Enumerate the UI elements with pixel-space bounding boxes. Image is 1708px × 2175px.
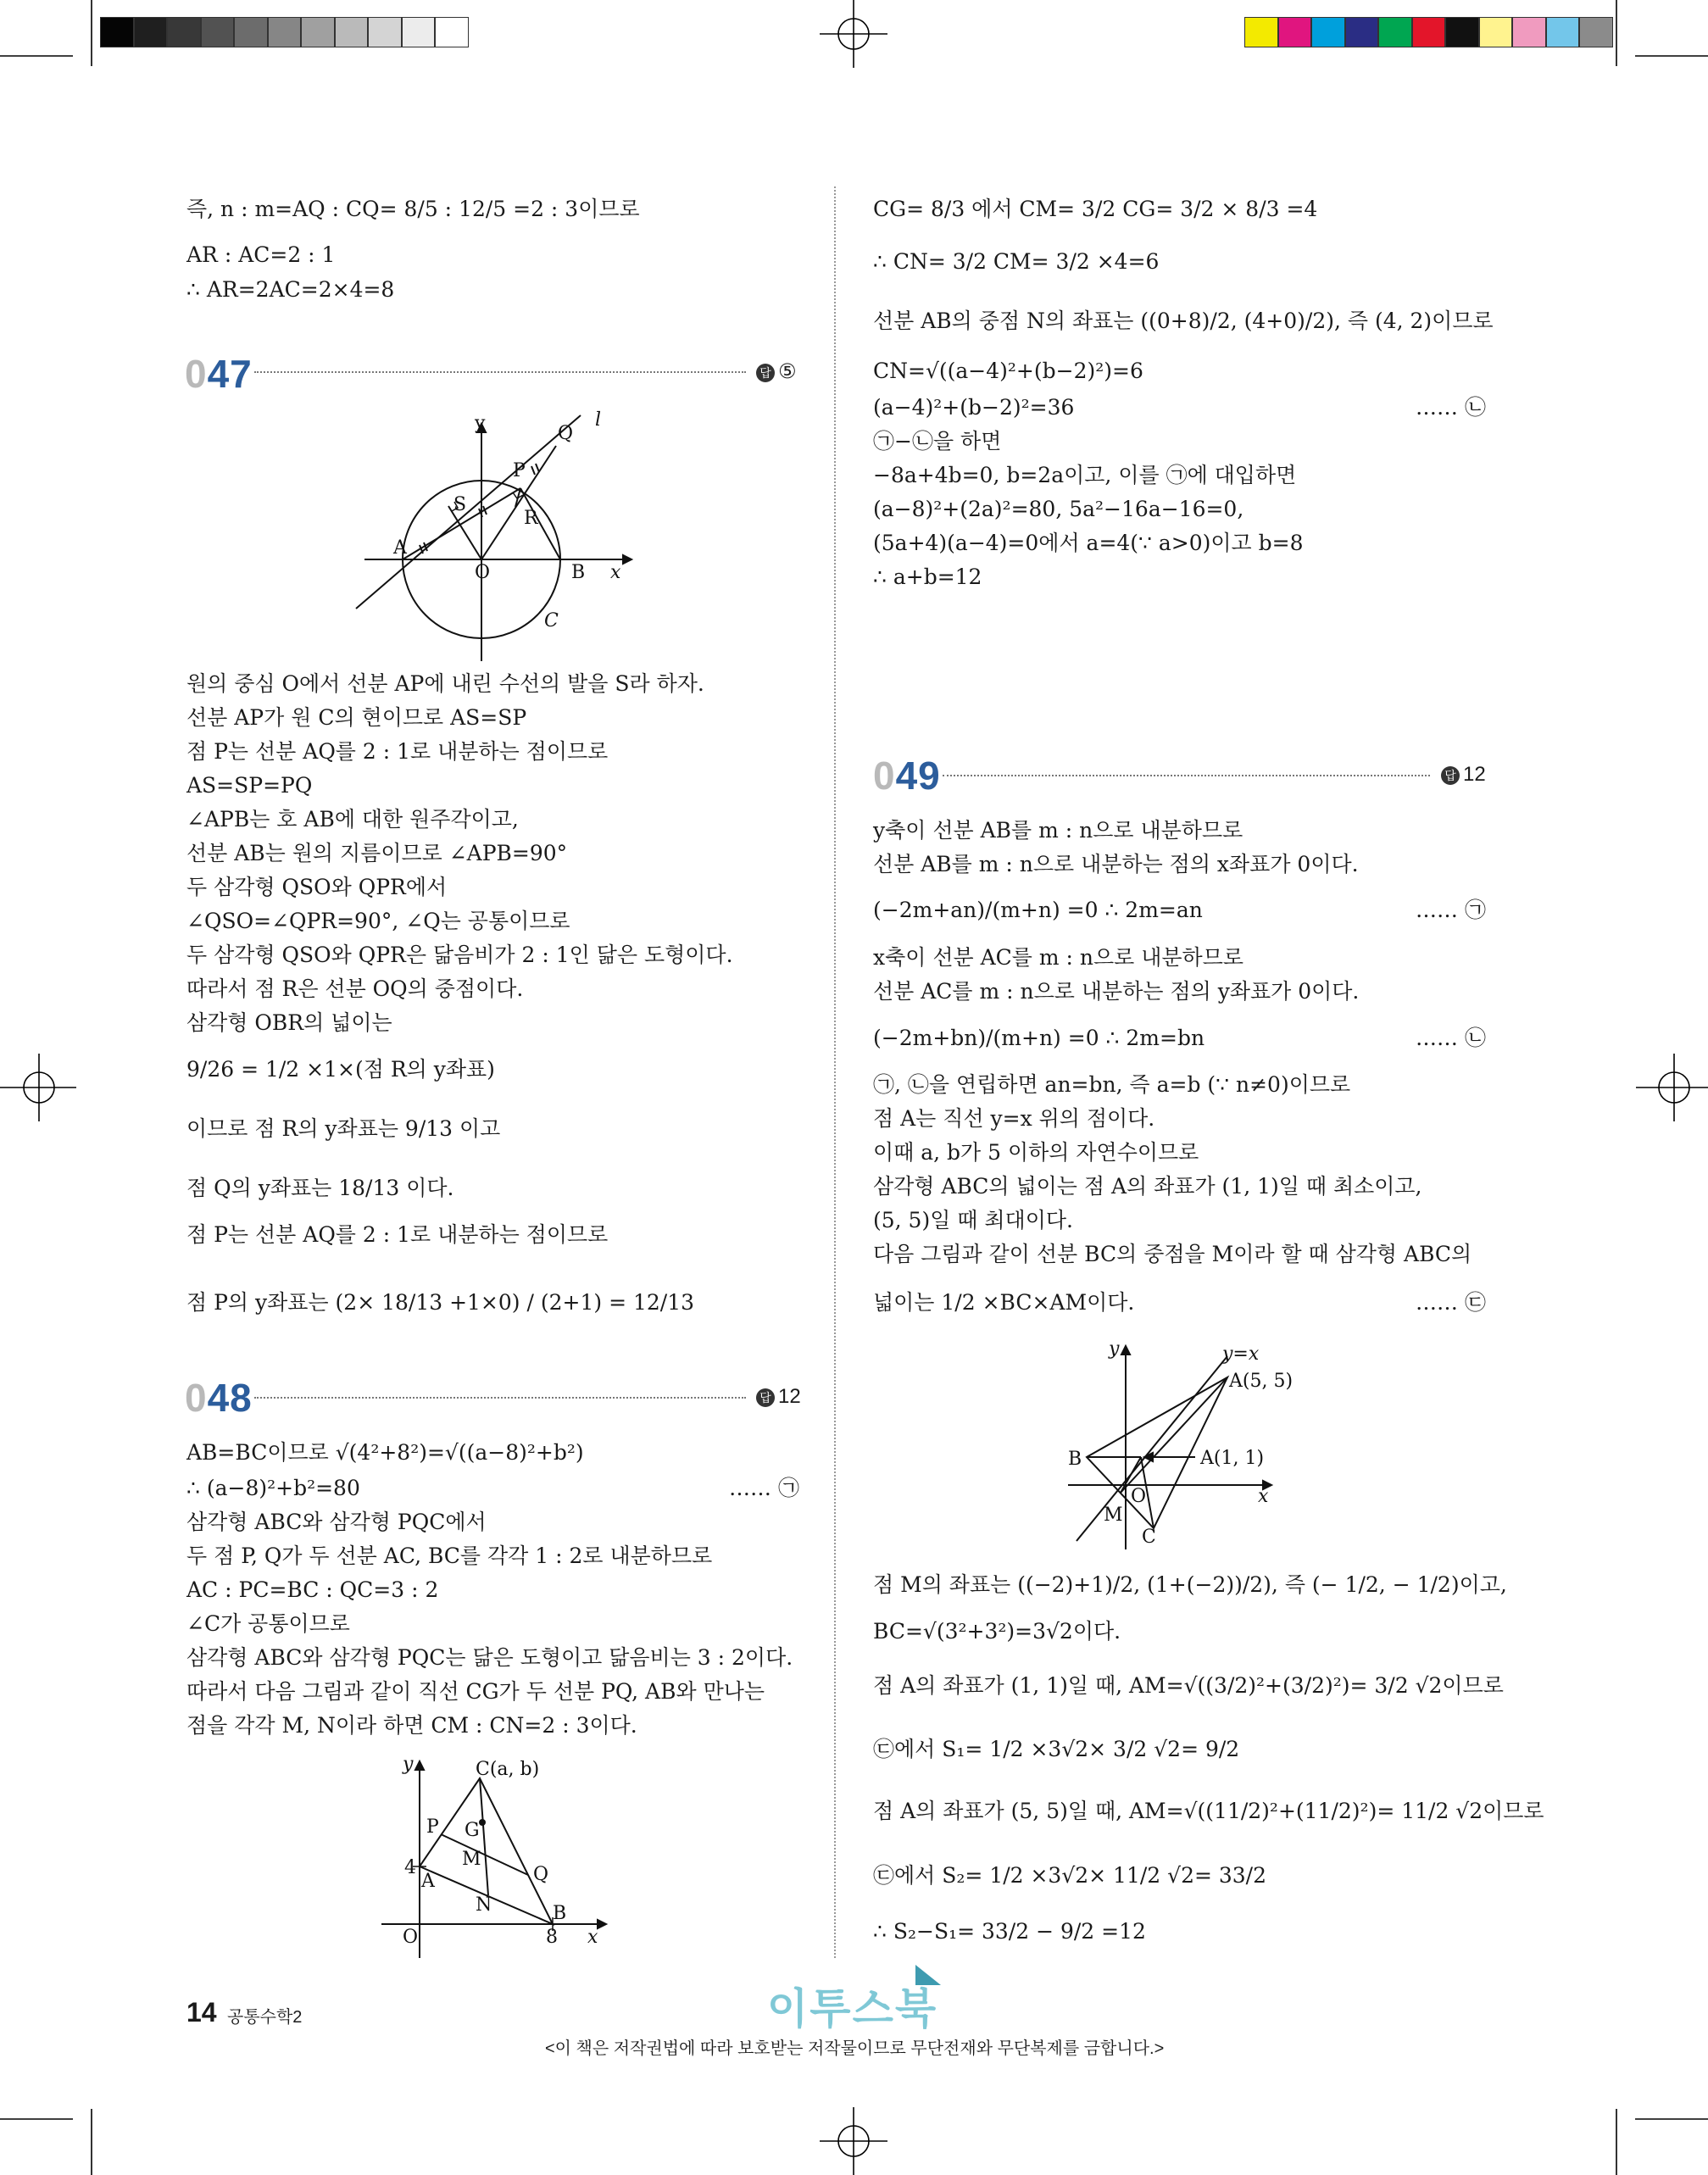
solution-line: 선분 AP가 원 C의 현이므로 AS=SP bbox=[186, 705, 527, 730]
answer-icon: 답 bbox=[756, 1388, 775, 1407]
equation-marker: …… ㉡ bbox=[1416, 395, 1486, 420]
solution-line: 두 점 P, Q가 두 선분 AC, BC를 각각 1 : 2로 내분하므로 bbox=[186, 1544, 713, 1568]
fig-label: 8 bbox=[546, 1927, 558, 1948]
problem-047-number: 047 bbox=[185, 352, 253, 396]
fig-label: y bbox=[475, 413, 486, 434]
problem-047-rule bbox=[254, 371, 746, 373]
solution-line: 선분 AB의 중점 N의 좌표는 ((0+8)/2, (4+0)/2), 즉 (4, 2)이므로 bbox=[873, 309, 1494, 333]
solution-line: 점 P의 y좌표는 (2× 18/13 +1×0) / (2+1) = 12/13 bbox=[186, 1290, 695, 1315]
fig-label: A(5, 5) bbox=[1229, 1371, 1294, 1392]
solution-line: ∴ CN= 3/2 CM= 3/2 ×4=6 bbox=[873, 249, 1160, 274]
fig-label: P bbox=[513, 460, 526, 481]
copyright-notice: <이 책은 저작권법에 따라 보호받는 저작물이므로 무단전재와 무단복제를 금합니다.> bbox=[545, 2039, 1165, 2058]
solution-line: 다음 그림과 같이 선분 BC의 중점을 M이라 할 때 삼각형 ABC의 bbox=[873, 1242, 1472, 1266]
solution-line: AB=BC이므로 √(4²+8²)=√((a−8)²+b²) bbox=[186, 1440, 584, 1465]
solution-line: AR : AC=2 : 1 bbox=[186, 242, 336, 267]
solution-line: 점 A의 좌표가 (1, 1)일 때, AM=√((3/2)²+(3/2)²)= 3/2 √2이므로 bbox=[873, 1673, 1504, 1698]
column-divider bbox=[834, 186, 836, 1958]
solution-line: (5, 5)일 때 최대이다. bbox=[873, 1208, 1073, 1232]
problem-049-answer: 답 12 bbox=[1441, 763, 1486, 787]
fig-label: A(1, 1) bbox=[1200, 1448, 1265, 1469]
fig-label: l bbox=[595, 409, 602, 431]
solution-line: 점 P는 선분 AQ를 2 : 1로 내분하는 점이므로 bbox=[186, 1222, 609, 1247]
solution-line: y축이 선분 AB를 m : n으로 내분하므로 bbox=[873, 818, 1243, 843]
fig-label: Q bbox=[533, 1864, 549, 1885]
solution-line: BC=√(3²+3²)=3√2이다. bbox=[873, 1619, 1121, 1644]
fig-label: O bbox=[1131, 1486, 1147, 1507]
fig-label: G bbox=[465, 1820, 480, 1841]
fig-label: x bbox=[610, 562, 621, 583]
solution-line: ∠QSO=∠QPR=90°, ∠Q는 공통이므로 bbox=[186, 909, 570, 933]
fig-label: R bbox=[524, 508, 538, 529]
triangle-figure-049 bbox=[1060, 1339, 1331, 1560]
solution-line: ∴ a+b=12 bbox=[873, 565, 982, 589]
solution-line: (a−8)²+(2a)²=80, 5a²−16a−16=0, bbox=[873, 497, 1244, 521]
problem-047-answer: 답 ⑤ bbox=[756, 359, 797, 384]
fig-label: y=x bbox=[1222, 1343, 1260, 1365]
solution-line: 두 삼각형 QSO와 QPR은 닮음비가 2 : 1인 닮은 도형이다. bbox=[186, 943, 733, 967]
solution-line: 점 A의 좌표가 (5, 5)일 때, AM=√((11/2)²+(11/2)²)= 11/2 √2이므로 bbox=[873, 1799, 1544, 1823]
solution-line: 점을 각각 M, N이라 하면 CM : CN=2 : 3이다. bbox=[186, 1713, 637, 1738]
solution-line: (−2m+an)/(m+n) =0 ∴ 2m=an bbox=[873, 898, 1203, 922]
solution-line: ∠APB는 호 AB에 대한 원주각이고, bbox=[186, 807, 519, 832]
equation-marker: …… ㉠ bbox=[1416, 898, 1486, 922]
solution-line: CG= 8/3 에서 CM= 3/2 CG= 3/2 × 8/3 =4 bbox=[873, 197, 1318, 221]
fig-label: C(a, b) bbox=[476, 1759, 540, 1780]
fig-label: A bbox=[421, 1871, 435, 1892]
fig-label: C bbox=[544, 610, 559, 631]
solution-line: ∴ S₂−S₁= 33/2 − 9/2 =12 bbox=[873, 1919, 1146, 1944]
answer-icon: 답 bbox=[1441, 766, 1460, 785]
solution-line: CN=√((a−4)²+(b−2)²)=6 bbox=[873, 359, 1143, 383]
fig-label: P bbox=[426, 1816, 439, 1838]
solution-line: x축이 선분 AC를 m : n으로 내분하므로 bbox=[873, 945, 1243, 970]
solution-line: 두 삼각형 QSO와 QPR에서 bbox=[186, 875, 448, 899]
fig-label: B bbox=[553, 1903, 567, 1924]
solution-line: 삼각형 OBR의 넓이는 bbox=[186, 1010, 392, 1035]
equation-marker: …… ㉠ bbox=[729, 1476, 799, 1500]
solution-line: AC : PC=BC : QC=3 : 2 bbox=[186, 1577, 439, 1602]
solution-line: ㉠−㉡을 하면 bbox=[873, 429, 1002, 453]
circle-figure-047 bbox=[356, 409, 695, 670]
fig-label: y bbox=[403, 1754, 414, 1775]
solution-line: 선분 AC를 m : n으로 내분하는 점의 y좌표가 0이다. bbox=[873, 979, 1360, 1004]
fig-label: B bbox=[1068, 1449, 1082, 1470]
solution-line: (5a+4)(a−4)=0에서 a=4(∵ a>0)이고 b=8 bbox=[873, 531, 1304, 555]
problem-048-rule bbox=[254, 1397, 746, 1399]
page-number: 14 bbox=[186, 1997, 217, 2028]
solution-line: (a−4)²+(b−2)²=36 bbox=[873, 395, 1075, 420]
solution-line: 삼각형 ABC와 삼각형 PQC에서 bbox=[186, 1510, 487, 1534]
solution-line: 삼각형 ABC와 삼각형 PQC는 닮은 도형이고 닮음비는 3 : 2이다. bbox=[186, 1645, 793, 1670]
equation-marker: …… ㉡ bbox=[1416, 1026, 1486, 1050]
fig-label: O bbox=[475, 562, 491, 583]
problem-049-number: 049 bbox=[873, 754, 941, 798]
fig-label: N bbox=[476, 1894, 492, 1916]
solution-line: 따라서 다음 그림과 같이 직선 CG가 두 선분 PQ, AB와 만나는 bbox=[186, 1679, 765, 1704]
solution-line: ㉢에서 S₂= 1/2 ×3√2× 11/2 √2= 33/2 bbox=[873, 1863, 1267, 1888]
fig-label: x bbox=[587, 1927, 598, 1948]
problem-048-number: 048 bbox=[185, 1376, 253, 1420]
solution-line: 선분 AB를 m : n으로 내분하는 점의 x좌표가 0이다. bbox=[873, 852, 1359, 876]
fig-label: 4 bbox=[404, 1857, 416, 1878]
publisher-logo: 이투스북 bbox=[767, 1985, 938, 2033]
fig-label: B bbox=[571, 562, 586, 583]
solution-line: 점 P는 선분 AQ를 2 : 1로 내분하는 점이므로 bbox=[186, 739, 609, 764]
solution-line: 즉, n : m=AQ : CQ= 8/5 : 12/5 =2 : 3이므로 bbox=[186, 197, 640, 221]
solution-line: 원의 중심 O에서 선분 AP에 내린 수선의 발을 S라 하자. bbox=[186, 671, 704, 696]
solution-line: 점 A는 직선 y=x 위의 점이다. bbox=[873, 1106, 1155, 1131]
book-title: 공통수학2 bbox=[227, 2008, 303, 2027]
solution-line: 선분 AB는 원의 지름이므로 ∠APB=90° bbox=[186, 841, 568, 865]
solution-line: 점 M의 좌표는 ((−2)+1)/2, (1+(−2))/2), 즉 (− 1/2, − 1/2)이고, bbox=[873, 1572, 1507, 1597]
solution-line: 이때 a, b가 5 이하의 자연수이므로 bbox=[873, 1140, 1199, 1165]
solution-line: ∴ AR=2AC=2×4=8 bbox=[186, 277, 395, 302]
fig-label: M bbox=[462, 1849, 481, 1870]
answer-icon: 답 bbox=[756, 364, 775, 382]
solution-line: 따라서 점 R은 선분 OQ의 중점이다. bbox=[186, 976, 524, 1001]
solution-line: AS=SP=PQ bbox=[186, 773, 313, 798]
fig-label: y bbox=[1109, 1338, 1120, 1360]
fig-label: x bbox=[1258, 1486, 1269, 1507]
solution-line: ㉠, ㉡을 연립하면 an=bn, 즉 a=b (∵ n≠0)이므로 bbox=[873, 1072, 1351, 1097]
equation-marker: …… ㉢ bbox=[1416, 1290, 1486, 1315]
solution-line: 점 Q의 y좌표는 18/13 이다. bbox=[186, 1176, 454, 1200]
fig-label: A bbox=[393, 537, 407, 559]
fig-label: O bbox=[403, 1927, 419, 1948]
problem-049-rule bbox=[943, 775, 1430, 776]
fig-label: M bbox=[1104, 1505, 1123, 1526]
problem-048-answer: 답 12 bbox=[756, 1385, 801, 1409]
fig-label: C bbox=[1142, 1527, 1156, 1548]
fig-label: Q bbox=[558, 423, 574, 444]
fig-label: S bbox=[453, 494, 467, 515]
solution-line: ∠C가 공통이므로 bbox=[186, 1611, 350, 1636]
solution-line: ㉢에서 S₁= 1/2 ×3√2× 3/2 √2= 9/2 bbox=[873, 1737, 1240, 1761]
solution-line: −8a+4b=0, b=2a이고, 이를 ㉠에 대입하면 bbox=[873, 463, 1297, 487]
triangle-figure-048 bbox=[377, 1755, 631, 1966]
logo-flag-icon bbox=[915, 1965, 941, 1985]
solution-line: 9/26 = 1/2 ×1×(점 R의 y좌표) bbox=[186, 1057, 495, 1082]
solution-line: 넓이는 1/2 ×BC×AM이다. bbox=[873, 1290, 1135, 1315]
solution-line: 이므로 점 R의 y좌표는 9/13 이고 bbox=[186, 1116, 501, 1141]
solution-line: (−2m+bn)/(m+n) =0 ∴ 2m=bn bbox=[873, 1026, 1205, 1050]
solution-line: ∴ (a−8)²+b²=80 bbox=[186, 1476, 360, 1500]
solution-line: 삼각형 ABC의 넓이는 점 A의 좌표가 (1, 1)일 때 최소이고, bbox=[873, 1174, 1422, 1199]
